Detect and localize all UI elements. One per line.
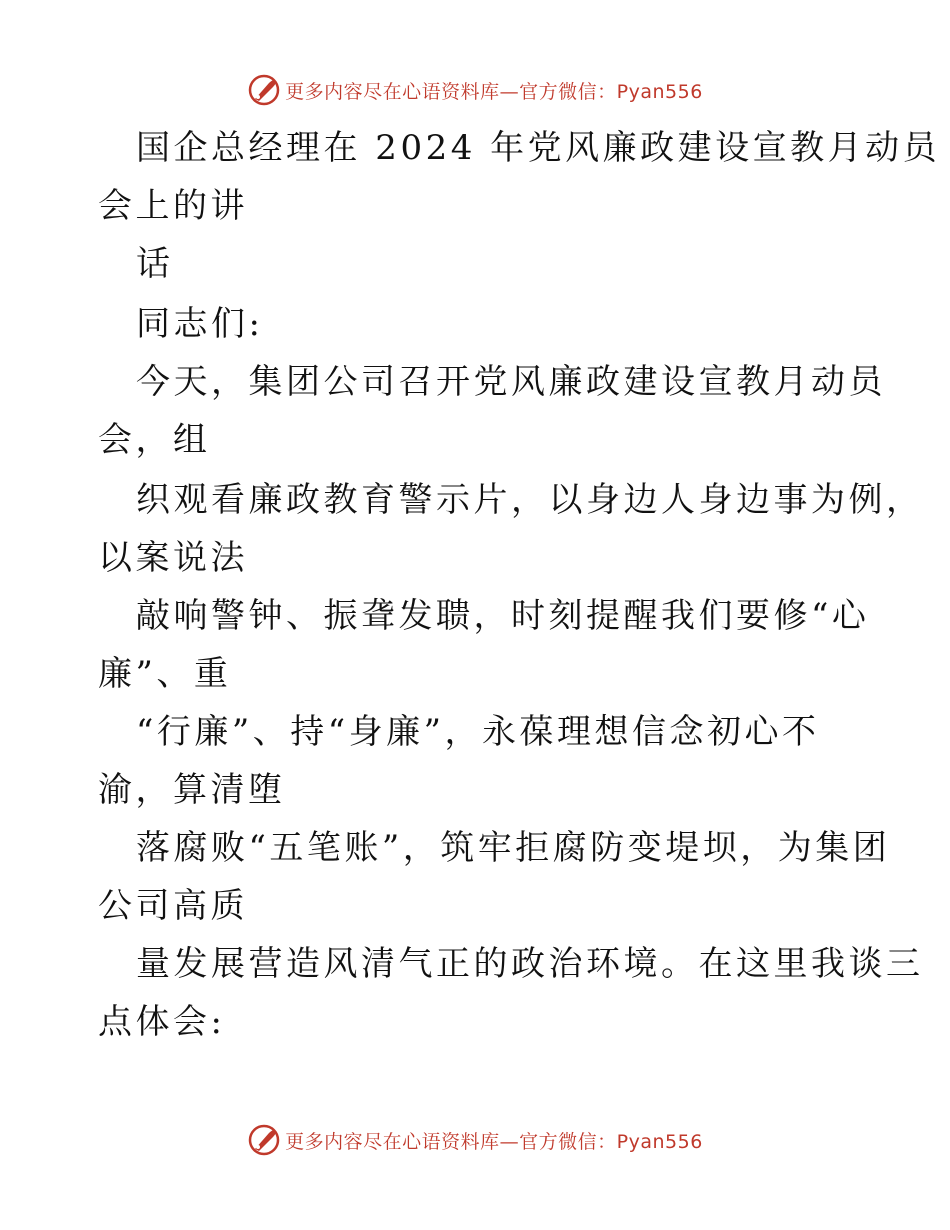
banner-text	[285, 77, 703, 104]
footer-watermark-banner	[0, 1120, 950, 1160]
body-line: 廉”、重	[98, 654, 232, 694]
body-line: 渝，算清堕	[98, 770, 286, 810]
title-line-1: 国企总经理在 2024 年党风廉政建设宣教月动员	[136, 128, 941, 168]
body-line: 敲响警钟、振聋发聩，时刻提醒我们要修“心	[136, 596, 870, 636]
title-line-3: 话	[136, 244, 174, 284]
body-line: 织观看廉政教育警示片，以身边人身边事为例，	[136, 480, 924, 520]
body-line: 量发展营造风清气正的政治环境。在这里我谈三	[136, 944, 924, 984]
header-watermark-banner	[0, 70, 950, 110]
body-line: “行廉”、持“身廉”，永葆理想信念初心不	[136, 712, 820, 752]
body-line: 公司高质	[98, 886, 248, 926]
banner-label: 更多内容尽在心语资料库—官方微信：	[285, 80, 617, 103]
quill-logo-icon	[247, 73, 281, 107]
banner-text	[285, 1127, 703, 1154]
quill-logo-icon	[247, 1123, 281, 1157]
body-line: 会，组	[98, 420, 211, 460]
body-line: 今天，集团公司召开党风廉政建设宣教月动员	[136, 362, 886, 402]
salutation: 同志们:	[136, 304, 264, 344]
title-line-2: 会上的讲	[98, 186, 248, 226]
banner-label: 更多内容尽在心语资料库—官方微信：	[285, 1130, 617, 1153]
banner-wechat-id: Pyan556	[616, 1130, 703, 1153]
banner-wechat-id: Pyan556	[616, 80, 703, 103]
body-line: 以案说法	[98, 538, 248, 578]
body-line: 落腐败“五笔账”，筑牢拒腐防变堤坝，为集团	[136, 828, 891, 868]
body-line: 点体会:	[98, 1002, 226, 1042]
